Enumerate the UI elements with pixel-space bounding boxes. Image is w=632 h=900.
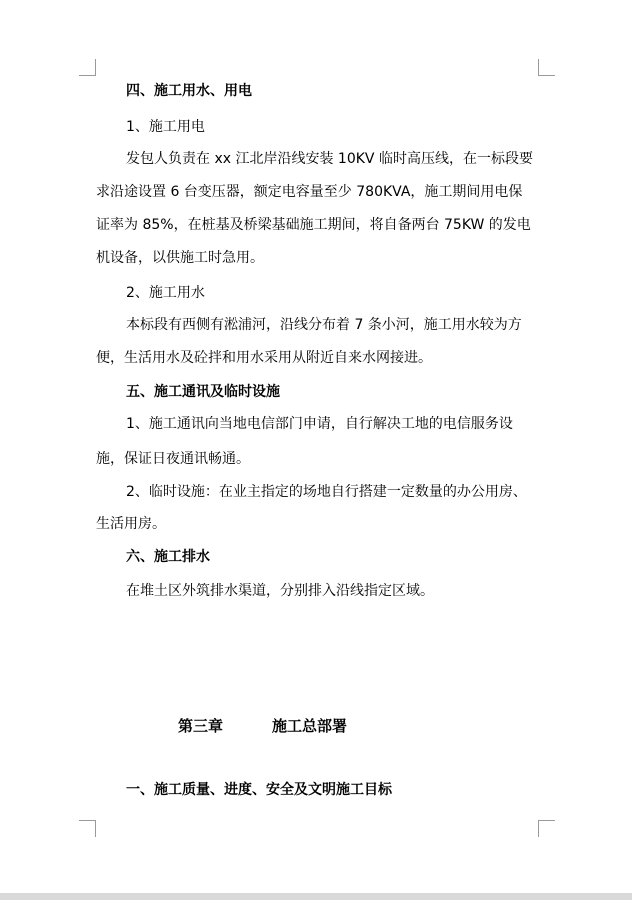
section-heading: 一、施工质量、进度、安全及文明施工目标 [126,782,392,798]
paragraph-line: 2、临时设施：在业主指定的场地自行搭建一定数量的办公用房、 [126,484,527,500]
subsection-title: 2、施工用水 [126,285,205,301]
paragraph-line: 求沿途设置 6 台变压器，额定电容量至少 780KVA，施工期间用电保 [96,184,523,200]
paragraph-line: 生活用房。 [96,516,166,532]
crop-mark-bottom-left [79,820,96,837]
subsection-title: 1、施工用电 [126,119,205,135]
paragraph-line: 发包人负责在 xx 江北岸沿线安装 10KV 临时高压线，在一标段要 [126,151,533,167]
paragraph-line: 在堆土区外筑排水渠道，分别排入沿线指定区域。 [126,583,434,599]
paragraph-line: 施，保证日夜通讯畅通。 [96,451,250,467]
paragraph-line: 机设备，以供施工时急用。 [96,250,264,266]
section-heading: 四、施工用水、用电 [126,83,252,99]
section-heading: 五、施工通讯及临时设施 [126,384,280,400]
paragraph-line: 1、施工通讯向当地电信部门申请，自行解决工地的电信服务设 [126,416,513,432]
chapter-number: 第三章 [178,717,224,735]
chapter-title: 施工总部署 [272,717,348,735]
crop-mark-bottom-right [538,820,555,837]
paragraph-line: 本标段有西侧有淞浦河，沿线分布着 7 条小河，施工用水较为方 [126,317,522,333]
crop-mark-top-left [79,59,96,76]
paragraph-line: 证率为 85%，在桩基及桥梁基础施工期间，将自备两台 75KW 的发电 [96,217,531,233]
page-gap [0,893,632,900]
section-heading: 六、施工排水 [126,549,210,565]
crop-mark-top-right [538,59,555,76]
paragraph-line: 便，生活用水及砼拌和用水采用从附近自来水网接进。 [96,350,432,366]
